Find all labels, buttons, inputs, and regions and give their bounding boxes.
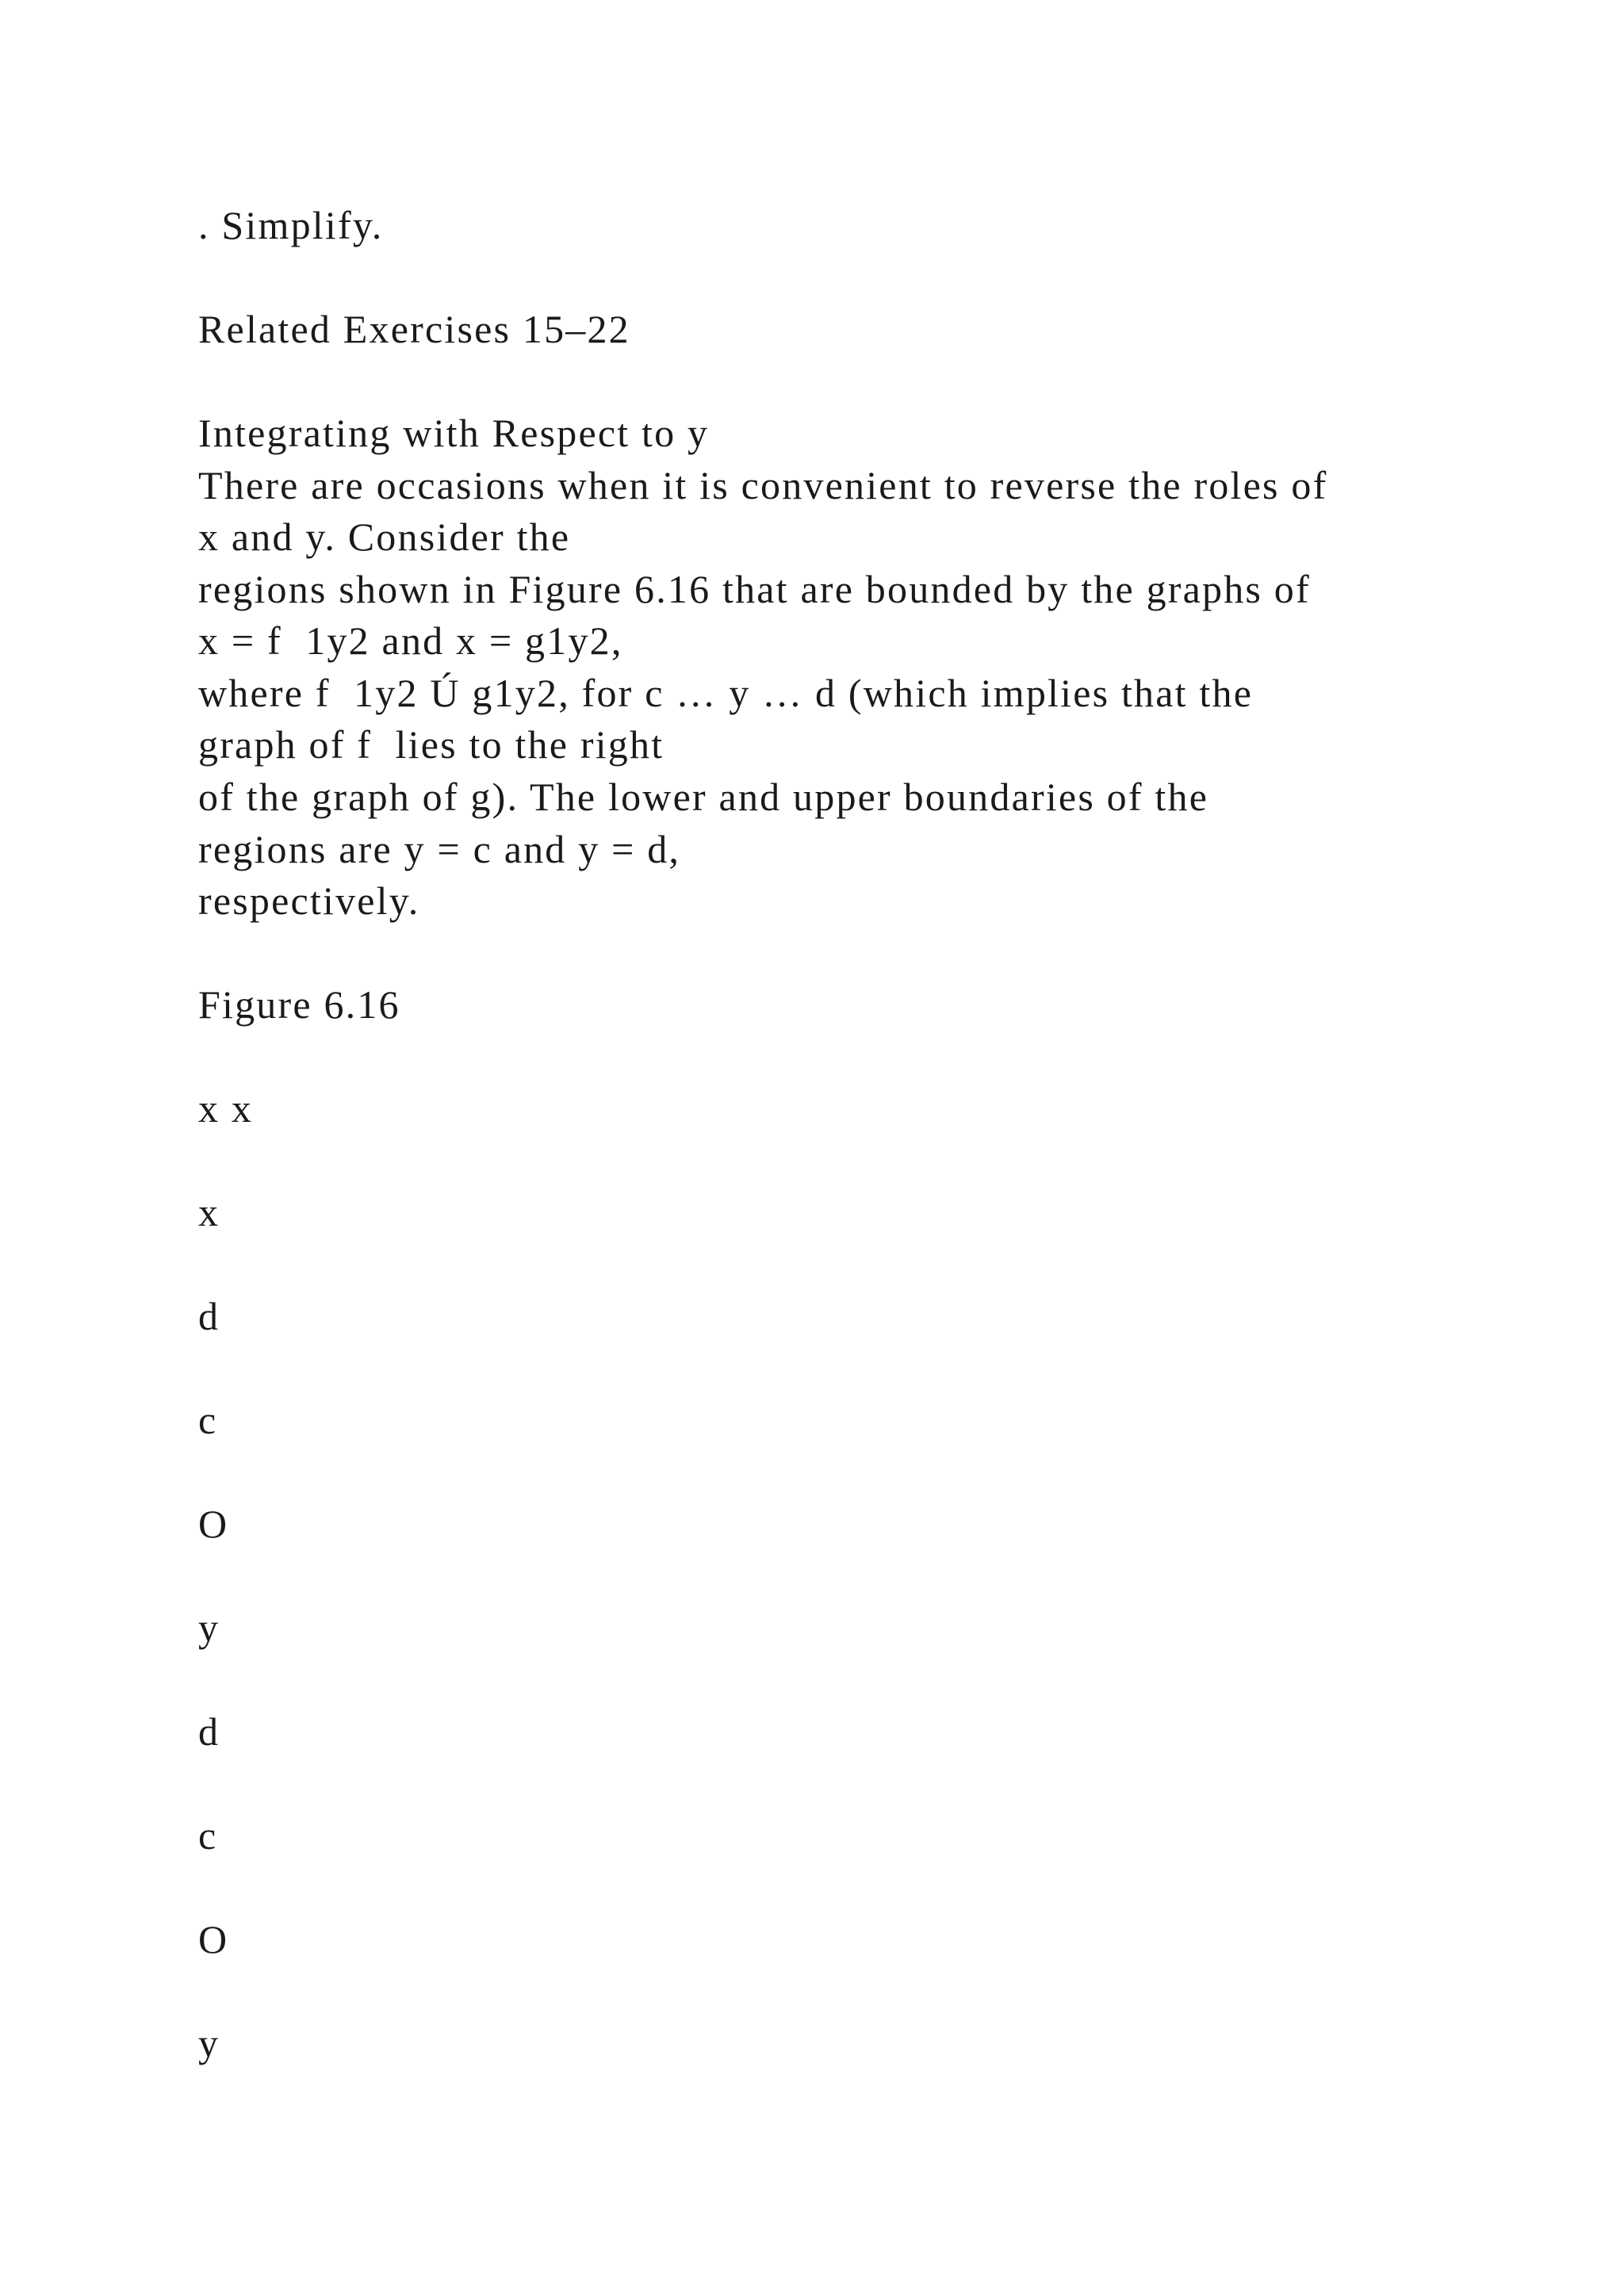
figure-label: y <box>198 2021 220 2065</box>
paragraph-line: graph of f lies to the right <box>198 722 665 767</box>
figure-label: O <box>198 1502 229 1546</box>
paragraph-line: where f 1y2 Ú g1y2, for c … y … d (which implies that the <box>198 671 1254 715</box>
paragraph-line: of the graph of g). The lower and upper boundaries of the <box>198 775 1209 819</box>
figure-label: x x <box>198 1086 254 1131</box>
figure-label: O <box>198 1917 229 1961</box>
figure-label: c <box>198 1398 218 1442</box>
figure-label: y <box>198 1605 220 1650</box>
figure-label: d <box>198 1294 220 1338</box>
paragraph-line: There are occasions when it is convenient to reverse the roles of <box>198 463 1328 507</box>
figure-label: d <box>198 1709 220 1754</box>
figure-caption: Figure 6.16 <box>198 982 400 1027</box>
paragraph-line: x = f 1y2 and x = g1y2, <box>198 618 623 663</box>
related-exercises-text: Related Exercises 15–22 <box>198 307 630 351</box>
paragraph-line: regions are y = c and y = d, <box>198 827 681 871</box>
paragraph-line: regions shown in Figure 6.16 that are bounded by the graphs of <box>198 567 1311 611</box>
figure-label: c <box>198 1813 218 1858</box>
paragraph-line: respectively. <box>198 878 420 923</box>
simplify-text: . Simplify. <box>198 203 384 247</box>
section-heading: Integrating with Respect to y <box>198 411 710 455</box>
paragraph-line: x and y. Consider the <box>198 515 571 559</box>
figure-label: x <box>198 1190 220 1234</box>
